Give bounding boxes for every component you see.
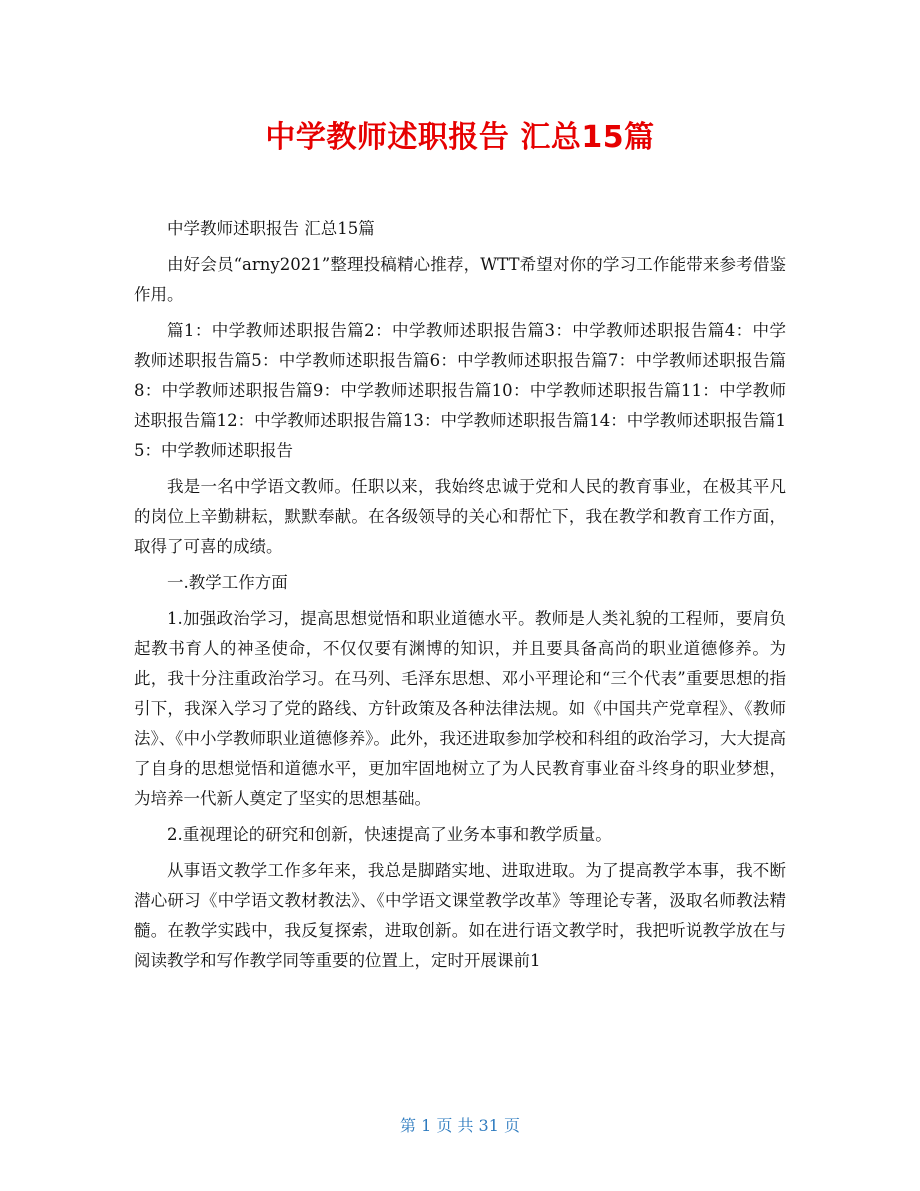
document-title: 中学教师述职报告 汇总15篇 — [265, 120, 655, 155]
paragraph-theory-heading: 2.重视理论的研究和创新，快速提高了业务本事和教学质量。 — [167, 825, 612, 844]
document-body — [134, 214, 786, 982]
paragraph-contents: 篇1：中学教师述职报告篇2：中学教师述职报告篇3：中学教师述职报告篇4：中学教师述职报告篇5：中学教师述职报告篇6：中学教师述职报告篇7：中学教师述职报告篇8：中学教师述职报告篇9：中学教师述职报告篇10：中学教师述职报告篇11：中学教师述职报告篇12：中学教师述职报告篇13：中学教师述职报告篇14：中学教师述职报告篇15：中学教师述职报告 — [134, 321, 786, 460]
section-heading-teaching: 一.教学工作方面 — [167, 573, 288, 592]
paragraph-teaching-practice: 从事语文教学工作多年来，我总是脚踏实地、进取进取。为了提高教学本事，我不断潜心研习《中学语文教材教法》、《中学语文课堂教学改革》等理论专著，汲取名师教法精髓。在教学实践中，我反复探索，进取创新。如在进行语文教学时，我把听说教学放在与阅读教学和写作教学同等重要的位置上，定时开展课前1 — [134, 861, 786, 970]
paragraph-political-study: 1.加强政治学习，提高思想觉悟和职业道德水平。教师是人类礼貌的工程师，要肩负起教书育人的神圣使命，不仅仅要有渊博的知识，并且要具备高尚的职业道德修养。为此，我十分注重政治学习。在马列、毛泽东思想、邓小平理论和“三个代表”重要思想的指引下，我深入学习了党的路线、方针政策及各种法律法规。如《中国共产党章程》、《教师法》、《中小学教师职业道德修养》。此外，我还进取参加学校和科组的政治学习，大大提高了自身的思想觉悟和道德水平，更加牢固地树立了为人民教育事业奋斗终身的职业梦想，为培养一代新人奠定了坚实的思想基础。 — [134, 609, 786, 808]
paragraph-intro: 由好会员“arny2021”整理投稿精心推荐，WTT希望对你的学习工作能带来参考借鉴作用。 — [134, 255, 786, 304]
paragraph-subtitle: 中学教师述职报告 汇总15篇 — [167, 219, 375, 238]
paragraph-self-intro: 我是一名中学语文教师。任职以来，我始终忠诚于党和人民的教育事业，在极其平凡的岗位上辛勤耕耘，默默奉献。在各级领导的关心和帮忙下，我在教学和教育工作方面，取得了可喜的成绩。 — [134, 477, 786, 556]
page-number-footer: 第 1 页 共 31 页 — [400, 1116, 520, 1135]
